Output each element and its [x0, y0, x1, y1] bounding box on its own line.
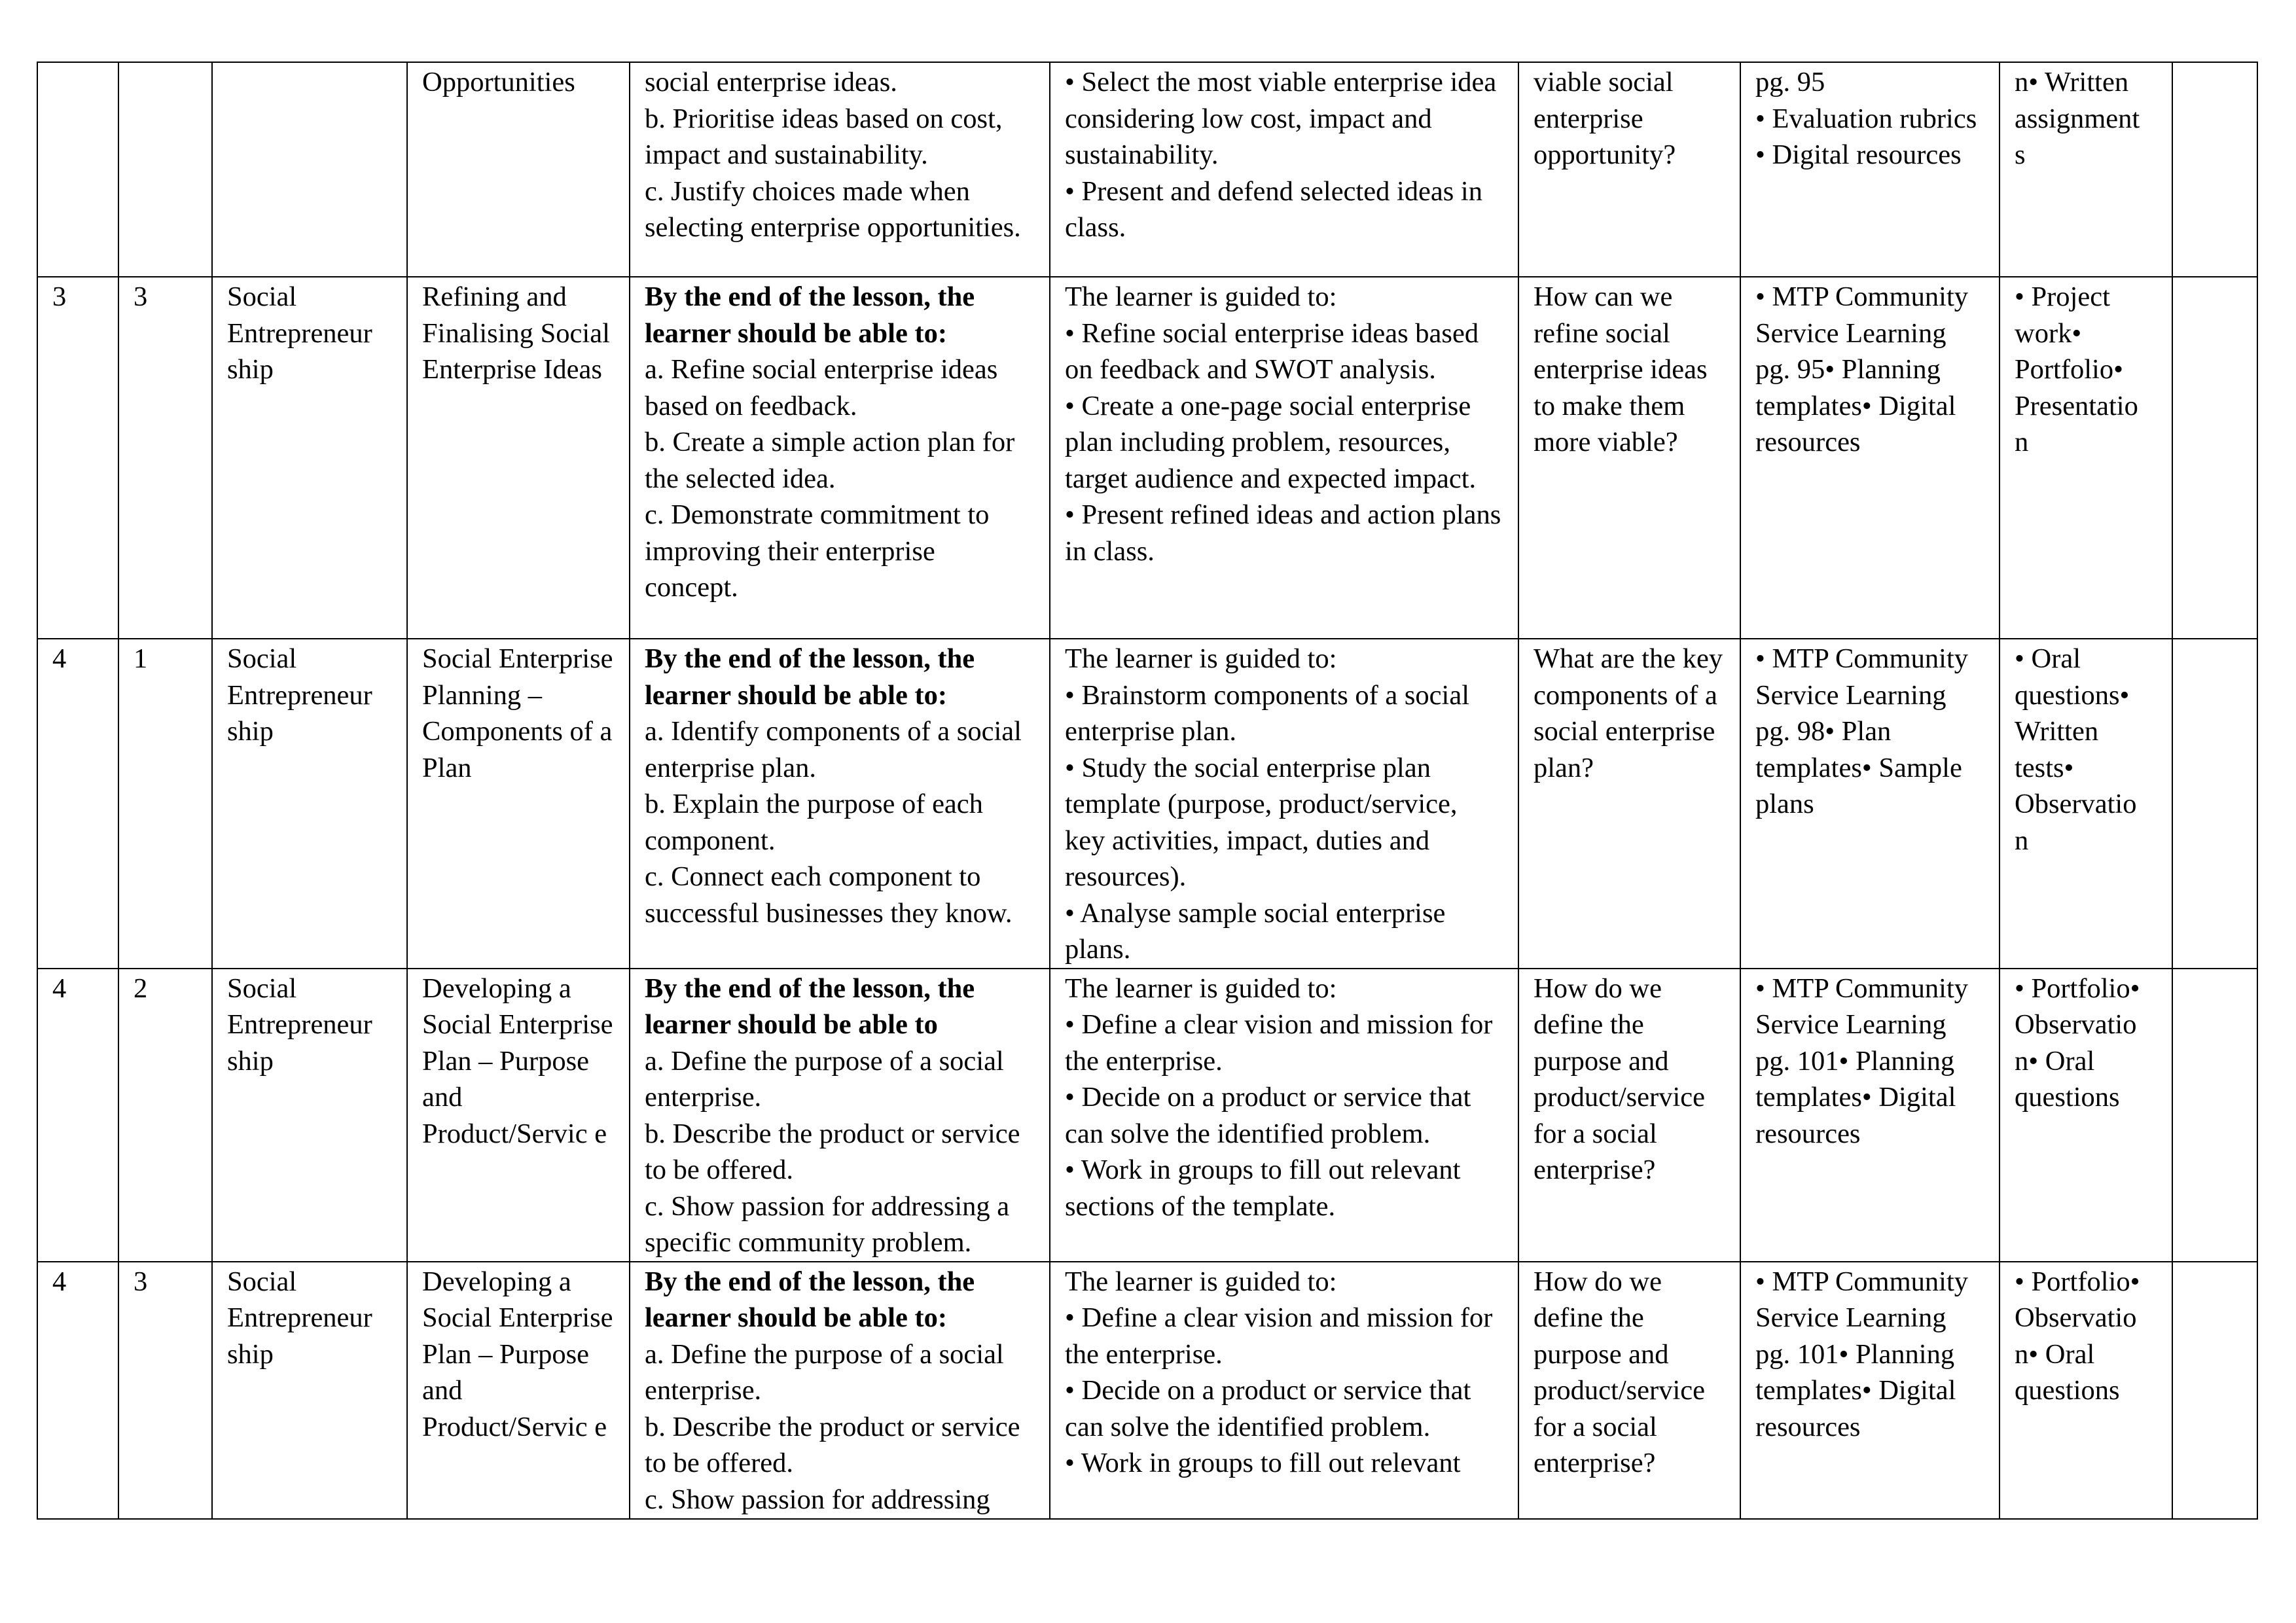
outcome-item: c. Demonstrate commitment to improving their enterprise concept. — [645, 499, 990, 603]
experience-item: • Brainstorm components of a social enterprise plan. — [1065, 679, 1470, 747]
remarks-cell — [2172, 969, 2257, 1262]
resources-cell — [1740, 1262, 2000, 1519]
inquiry-question-cell: viable social enterprise opportunity? — [1518, 62, 1740, 277]
experiences-intro: The learner is guided to: — [1065, 1266, 1337, 1297]
outcome-item: social enterprise ideas. — [645, 67, 897, 98]
experience-item: • Refine social enterprise ideas based on feedback and SWOT analysis. — [1065, 317, 1479, 385]
experience-item: • Work in groups to fill out relevant — [1065, 1448, 1461, 1478]
resources-cell-text: • MTP Community Service Learning pg. 101• Planning templates• Digital resources — [1755, 1266, 1969, 1442]
assessment-cell: • Oral questions• Written tests• Observatio n — [2000, 639, 2172, 969]
sub-strand-cell: Developing a Social Enterprise Plan – Purpose and Product/Servic e — [407, 1262, 630, 1519]
remarks-cell — [2172, 62, 2257, 277]
week-cell: 4 — [37, 639, 118, 969]
outcome-item: b. Explain the purpose of each component. — [645, 789, 983, 856]
experience-item: • Create a one-page social enterprise plan including problem, resources, target audience and expected impact. — [1065, 390, 1477, 494]
week-cell: 4 — [37, 1262, 118, 1519]
table-row — [37, 639, 2257, 969]
experiences-intro: The learner is guided to: — [1065, 643, 1337, 674]
lesson-cell: 3 — [118, 277, 212, 639]
experience-item: • Define a clear vision and mission for the enterprise. — [1065, 1302, 1493, 1370]
outcome-item: a. Define the purpose of a social enterprise. — [645, 1338, 1004, 1406]
learning-outcomes-cell — [630, 1262, 1050, 1519]
resources-cell-text: • MTP Community Service Learning pg. 98• Plan templates• Sample plans — [1755, 643, 1969, 819]
learning-experiences-cell — [1050, 639, 1518, 969]
lesson-cell — [118, 62, 212, 277]
strand-cell: Social Entrepreneur ship — [212, 969, 407, 1262]
outcome-item: a. Refine social enterprise ideas based on feedback. — [645, 354, 998, 421]
outcome-item: b. Prioritise ideas based on cost, impact and sustainability. — [645, 103, 1003, 170]
inquiry-question-cell: How do we define the purpose and product/service for a social enterprise? — [1518, 1262, 1740, 1519]
scheme-of-work-table — [37, 62, 2258, 1520]
outcome-item: c. Show passion for addressing a specific community problem. — [645, 1190, 1010, 1258]
strand-cell: Social Entrepreneur ship — [212, 1262, 407, 1519]
lesson-cell: 3 — [118, 1262, 212, 1519]
sub-strand-cell: Social Enterprise Planning – Components of a Plan — [407, 639, 630, 969]
outcomes-heading: By the end of the lesson, the learner should be able to: — [645, 643, 975, 711]
learning-experiences-cell — [1050, 1262, 1518, 1519]
resources-cell — [1740, 277, 2000, 639]
strand-cell: Social Entrepreneur ship — [212, 639, 407, 969]
inquiry-question-cell: How do we define the purpose and product/service for a social enterprise? — [1518, 969, 1740, 1262]
experience-item: • Decide on a product or service that can solve the identified problem. — [1065, 1375, 1471, 1442]
resources-cell-text: pg. 95 • Evaluation rubrics • Digital resources — [1755, 67, 1977, 170]
learning-outcomes-cell — [630, 277, 1050, 639]
outcome-item: c. Show passion for addressing — [645, 1484, 990, 1515]
learning-experiences-cell — [1050, 62, 1518, 277]
table-row — [37, 1262, 2257, 1519]
table-row — [37, 969, 2257, 1262]
experience-item: • Analyse sample social enterprise plans. — [1065, 897, 1446, 965]
resources-cell — [1740, 969, 2000, 1262]
outcome-item: c. Justify choices made when selecting enterprise opportunities. — [645, 175, 1021, 243]
remarks-cell — [2172, 1262, 2257, 1519]
experiences-intro: The learner is guided to: — [1065, 281, 1337, 312]
learning-outcomes-cell — [630, 639, 1050, 969]
experience-item: • Select the most viable enterprise idea considering low cost, impact and sustainability. — [1065, 67, 1497, 170]
table-body — [37, 62, 2257, 1519]
experience-item: • Decide on a product or service that can solve the identified problem. — [1065, 1082, 1471, 1149]
outcomes-heading: By the end of the lesson, the learner should be able to: — [645, 1266, 975, 1333]
experience-item: • Work in groups to fill out relevant sections of the template. — [1065, 1154, 1461, 1222]
resources-cell — [1740, 62, 2000, 277]
sub-strand-cell: Developing a Social Enterprise Plan – Purpose and Product/Servic e — [407, 969, 630, 1262]
outcomes-heading: By the end of the lesson, the learner should be able to — [645, 972, 975, 1040]
strand-cell: Social Entrepreneur ship — [212, 277, 407, 639]
sub-strand-cell: Opportunities — [407, 62, 630, 277]
lesson-cell: 2 — [118, 969, 212, 1262]
strand-cell — [212, 62, 407, 277]
outcome-item: c. Connect each component to successful businesses they know. — [645, 861, 1013, 929]
lesson-cell: 1 — [118, 639, 212, 969]
table-row — [37, 277, 2257, 639]
experience-item: • Define a clear vision and mission for the enterprise. — [1065, 1009, 1493, 1077]
experience-item: • Study the social enterprise plan template (purpose, product/service, key activities, impact, duties and resources). — [1065, 752, 1458, 892]
outcome-item: b. Create a simple action plan for the selected idea. — [645, 427, 1015, 494]
inquiry-question-cell: What are the key components of a social enterprise plan? — [1518, 639, 1740, 969]
learning-experiences-cell — [1050, 969, 1518, 1262]
experience-item: • Present and defend selected ideas in class. — [1065, 175, 1482, 243]
sub-strand-cell: Refining and Finalising Social Enterprise Ideas — [407, 277, 630, 639]
assessment-cell: n• Written assignment s — [2000, 62, 2172, 277]
learning-outcomes-cell — [630, 969, 1050, 1262]
scheme-of-work-page — [37, 62, 2257, 1520]
week-cell: 4 — [37, 969, 118, 1262]
outcome-item: a. Define the purpose of a social enterprise. — [645, 1045, 1004, 1113]
resources-cell-text: • MTP Community Service Learning pg. 95• Planning templates• Digital resources — [1755, 281, 1969, 457]
assessment-cell: • Project work• Portfolio• Presentatio n — [2000, 277, 2172, 639]
assessment-cell: • Portfolio• Observatio n• Oral questions — [2000, 1262, 2172, 1519]
outcomes-heading: By the end of the lesson, the learner should be able to: — [645, 281, 975, 349]
outcome-item: b. Describe the product or service to be offered. — [645, 1118, 1020, 1185]
outcome-item: b. Describe the product or service to be offered. — [645, 1411, 1020, 1478]
experience-item: • Present refined ideas and action plans in class. — [1065, 499, 1501, 567]
resources-cell — [1740, 639, 2000, 969]
assessment-cell: • Portfolio• Observatio n• Oral questions — [2000, 969, 2172, 1262]
experiences-intro: The learner is guided to: — [1065, 972, 1337, 1004]
remarks-cell — [2172, 639, 2257, 969]
resources-cell-text: • MTP Community Service Learning pg. 101• Planning templates• Digital resources — [1755, 972, 1969, 1149]
remarks-cell — [2172, 277, 2257, 639]
outcome-item: a. Identify components of a social enterprise plan. — [645, 716, 1022, 783]
learning-experiences-cell — [1050, 277, 1518, 639]
week-cell: 3 — [37, 277, 118, 639]
inquiry-question-cell: How can we refine social enterprise ideas to make them more viable? — [1518, 277, 1740, 639]
table-row — [37, 62, 2257, 277]
week-cell — [37, 62, 118, 277]
learning-outcomes-cell — [630, 62, 1050, 277]
